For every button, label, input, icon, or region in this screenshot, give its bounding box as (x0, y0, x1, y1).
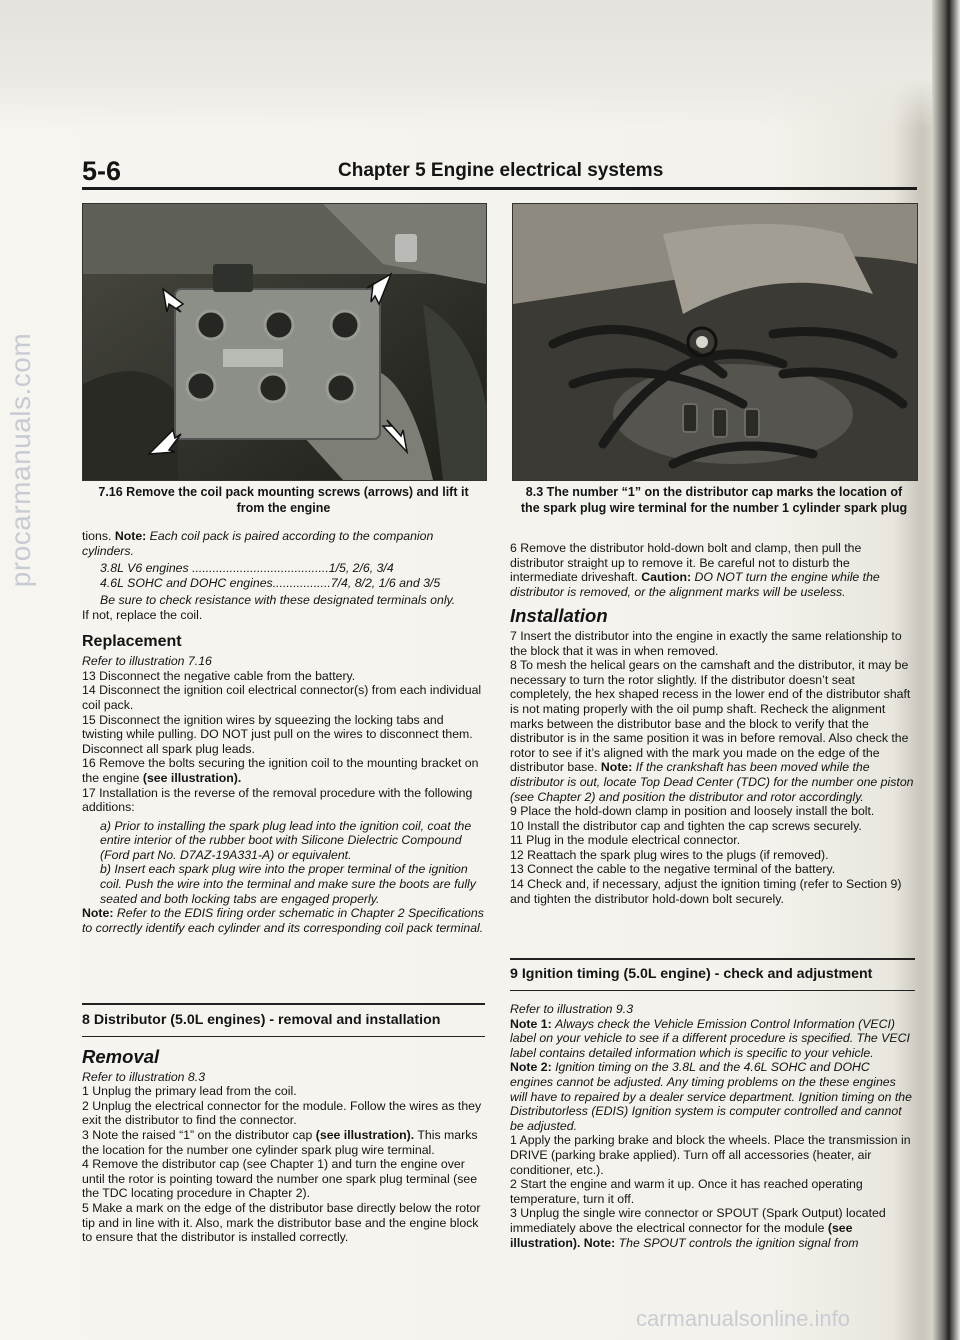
note-text: Always check the Vehicle Emission Control Information (VECI) label on your vehicle to see if a different procedure is specified. The VECI label contains detailed information which is specific to your vehicle. (510, 1016, 910, 1060)
addition-item: a) Prior to installing the spark plug lead into the ignition coil, coat the entire interior of the rubber boot with Silicone Dielectric Compound (Ford part No. D7AZ-19A331-A) or equivalent. (100, 818, 472, 862)
caution-text: DO NOT turn the engine while the distributor is removed, or the alignment marks will be useless. (510, 570, 880, 599)
firing-order-item: 4.6L SOHC and DOHC engines.................7/4, 8/2, 1/6 and 3/5 (100, 575, 441, 590)
step-item (510, 658, 915, 804)
page-top-shadow (0, 0, 960, 130)
step-text: 3 Note the raised “1” on the distributor cap (82, 1127, 313, 1142)
caption-line: the spark plug wire terminal for the number 1 cylinder spark plug (520, 501, 908, 515)
note-text: Refer to the EDIS firing order schematic in Chapter 2 Specifications to correctly identify each cylinder and its corresponding coil pack terminal. (82, 906, 484, 935)
step-item (510, 1206, 915, 1250)
note-text: If the crankshaft has been moved while the distributor is out, locate Top Dead Center (TDC) for the number one piston (see Chapter 2) and position the distributor and rotor accordingly. (510, 760, 914, 804)
caution-label: Caution: (641, 570, 692, 585)
replacement-heading: Replacement (82, 632, 182, 650)
section-9-rule-top (510, 958, 915, 960)
header-rule (82, 187, 917, 190)
step-text: 6 Remove the distributor hold-down bolt and clamp, then pull the distributor straight up to remove it. Be careful not to disturb the intermediate driveshaft. (510, 541, 862, 585)
figure-left-caption (82, 484, 485, 516)
step-item: 10 Install the distributor cap and tighten the cap screws securely. (510, 818, 862, 833)
step-item: 1 Apply the parking brake and block the wheels. Place the transmission in DRIVE (parking brake applied). Turn off all accessories (heater, air conditioner, etc.). (510, 1133, 911, 1177)
step-text: 8 To mesh the helical gears on the camshaft and the distributor, it may be necessary to turn the rotor slightly. If the distributor doesn’t seat completely, the hex shaped recess in the lower end of the distributor shaft is not mating properly with the oil pump shaft. Recheck the alignment marks between the distributor base and the block to verify that the distributor is in the same position it was in before removal. Also check the rotor to see if it’s aligned with the mark you made on the edge of the distributor base. (510, 658, 911, 775)
step-item: 1 Unplug the primary lead from the coil. (82, 1084, 297, 1099)
firing-order-item: 3.8L V6 engines ........................................1/5, 2/6, 3/4 (100, 561, 394, 576)
step-item (82, 756, 485, 785)
check-resistance-text: Be sure to check resistance with these designated terminals only. (100, 593, 456, 608)
step-item: 13 Connect the cable to the negative terminal of the battery. (510, 862, 836, 877)
page-number: 5-6 (82, 156, 122, 186)
note-paragraph (510, 1060, 915, 1133)
step-item: 12 Reattach the spark plug wires to the plugs (if removed). (510, 847, 829, 862)
step-item: 13 Disconnect the negative cable from the battery. (82, 668, 356, 683)
note-label: Note: (583, 1235, 616, 1250)
note-label: Note 1: (510, 1016, 552, 1031)
left-text-column (82, 529, 485, 935)
illustration-ref: Refer to illustration 9.3 (510, 1002, 634, 1016)
note-label: Note 2: (510, 1060, 552, 1075)
note-label: Note: (114, 529, 147, 543)
step-text: This marks the location for the number one cylinder spark plug wire terminal. (82, 1127, 478, 1157)
illustration-ref: Refer to illustration 8.3 (82, 1069, 206, 1084)
intro-text: tions. (82, 529, 112, 543)
caption-line: 7.16 Remove the coil pack mounting screws (arrows) and lift it (98, 485, 469, 499)
left-removal-column (82, 1040, 485, 1245)
note-text: Each coil pack is paired according to the companion cylinders. (82, 529, 434, 558)
step-item: 5 Make a mark on the edge of the distributor base directly below the rotor tip and in line with it. Also, mark the distributor base and the engine block to ensure that the distributor is installed correctly. (82, 1200, 481, 1245)
step-item: 9 Place the hold-down clamp in position and loosely install the bolt. (510, 804, 875, 819)
step-item: 17 Installation is the reverse of the removal procedure with the following additions: (82, 785, 473, 815)
removal-heading: Removal (82, 1046, 160, 1067)
step-item: 15 Disconnect the ignition wires by squeezing the locking tabs and twisting while pulling. DO NOT just pull on the wires to disconnect them. Disconnect all spark plug leads. (82, 712, 473, 756)
step-item (82, 1128, 485, 1157)
page-header (82, 150, 917, 190)
figure-right-caption (498, 484, 930, 516)
step-item: 14 Disconnect the ignition coil electrical connector(s) from each individual coil pack. (82, 683, 482, 712)
caption-line: 8.3 The number “1” on the distributor cap marks the location of (525, 485, 903, 499)
final-note (82, 906, 485, 935)
section-8-rule-top (82, 1003, 485, 1005)
intro-paragraph (82, 529, 485, 558)
see-illustration-ref: (see illustration). (510, 1220, 853, 1250)
step-item: 14 Check and, if necessary, adjust the ignition timing (refer to Section 9) and tighten the distributor hold-down bolt securely. (510, 877, 902, 906)
installation-heading: Installation (510, 605, 608, 627)
figure-distributor-photo (512, 203, 918, 481)
step-item: 2 Start the engine and warm it up. Once it has reached operating temperature, turn it off. (510, 1177, 863, 1206)
illustration-ref: Refer to illustration 7.16 (82, 654, 212, 669)
section-8-title: 8 Distributor (5.0L engines) - removal and installation (82, 1012, 441, 1028)
chapter-title: Chapter 5 Engine electrical systems (338, 160, 664, 181)
firing-order-list (100, 561, 485, 590)
right-section9-column (510, 1002, 915, 1250)
figure-coil-pack-photo (82, 203, 487, 481)
addition-item: b) Insert each spark plug wire into the proper terminal of the ignition coil. Push the wire into the terminal and make sure the boots are fully seated and both locking tabs are engaged properly. (100, 862, 476, 906)
step-item: 7 Insert the distributor into the engine in exactly the same relationship to the block that it was in when removed. (510, 628, 902, 658)
see-illustration-ref: (see illustration). (142, 770, 242, 785)
step-item: 4 Remove the distributor cap (see Chapter 1) and turn the engine over until the rotor is pointing toward the number one spark plug terminal (see the TDC locating procedure in Chapter 2). (82, 1157, 478, 1201)
step-text: 3 Unplug the single wire connector or SPOUT (Spark Output) located immediately above the electrical connector for the module (510, 1206, 886, 1235)
note-text: Ignition timing on the 3.8L and the 4.6L SOHC and DOHC engines cannot be adjusted. Any timing problems on the these engines will have to repaired by a dealer service department. Ignition timing on the Distributorless (EDIS) Ignition system is computer controlled and cannot be adjusted. (510, 1060, 912, 1133)
page-binding-edge (932, 0, 960, 1340)
step-item: 11 Plug in the module electrical connector. (510, 833, 741, 848)
note-paragraph (510, 1017, 915, 1061)
note-label: Note: (82, 906, 114, 921)
section-9-rule-bottom (510, 990, 915, 991)
note-label: Note: (600, 760, 633, 775)
watermark-bottom: carmanualsonline.info (636, 1306, 851, 1331)
see-illustration-ref: (see illustration). (315, 1127, 415, 1142)
right-text-column (510, 541, 915, 906)
note-text: The SPOUT controls the ignition signal from (618, 1235, 859, 1250)
replace-coil-text: If not, replace the coil. (82, 607, 203, 622)
step-item (510, 541, 915, 599)
step-item: 2 Unplug the electrical connector for the module. Follow the wires as they exit the distributor to find the connector. (82, 1098, 482, 1128)
section-8-rule-bottom (82, 1036, 485, 1037)
watermark-left: procarmanuals.com (5, 332, 36, 588)
caption-line: from the engine (236, 501, 331, 515)
section-9-title: 9 Ignition timing (5.0L engine) - check and adjustment (510, 966, 873, 982)
step-text: 16 Remove the bolts securing the ignition coil to the mounting bracket on the engine (82, 756, 479, 785)
